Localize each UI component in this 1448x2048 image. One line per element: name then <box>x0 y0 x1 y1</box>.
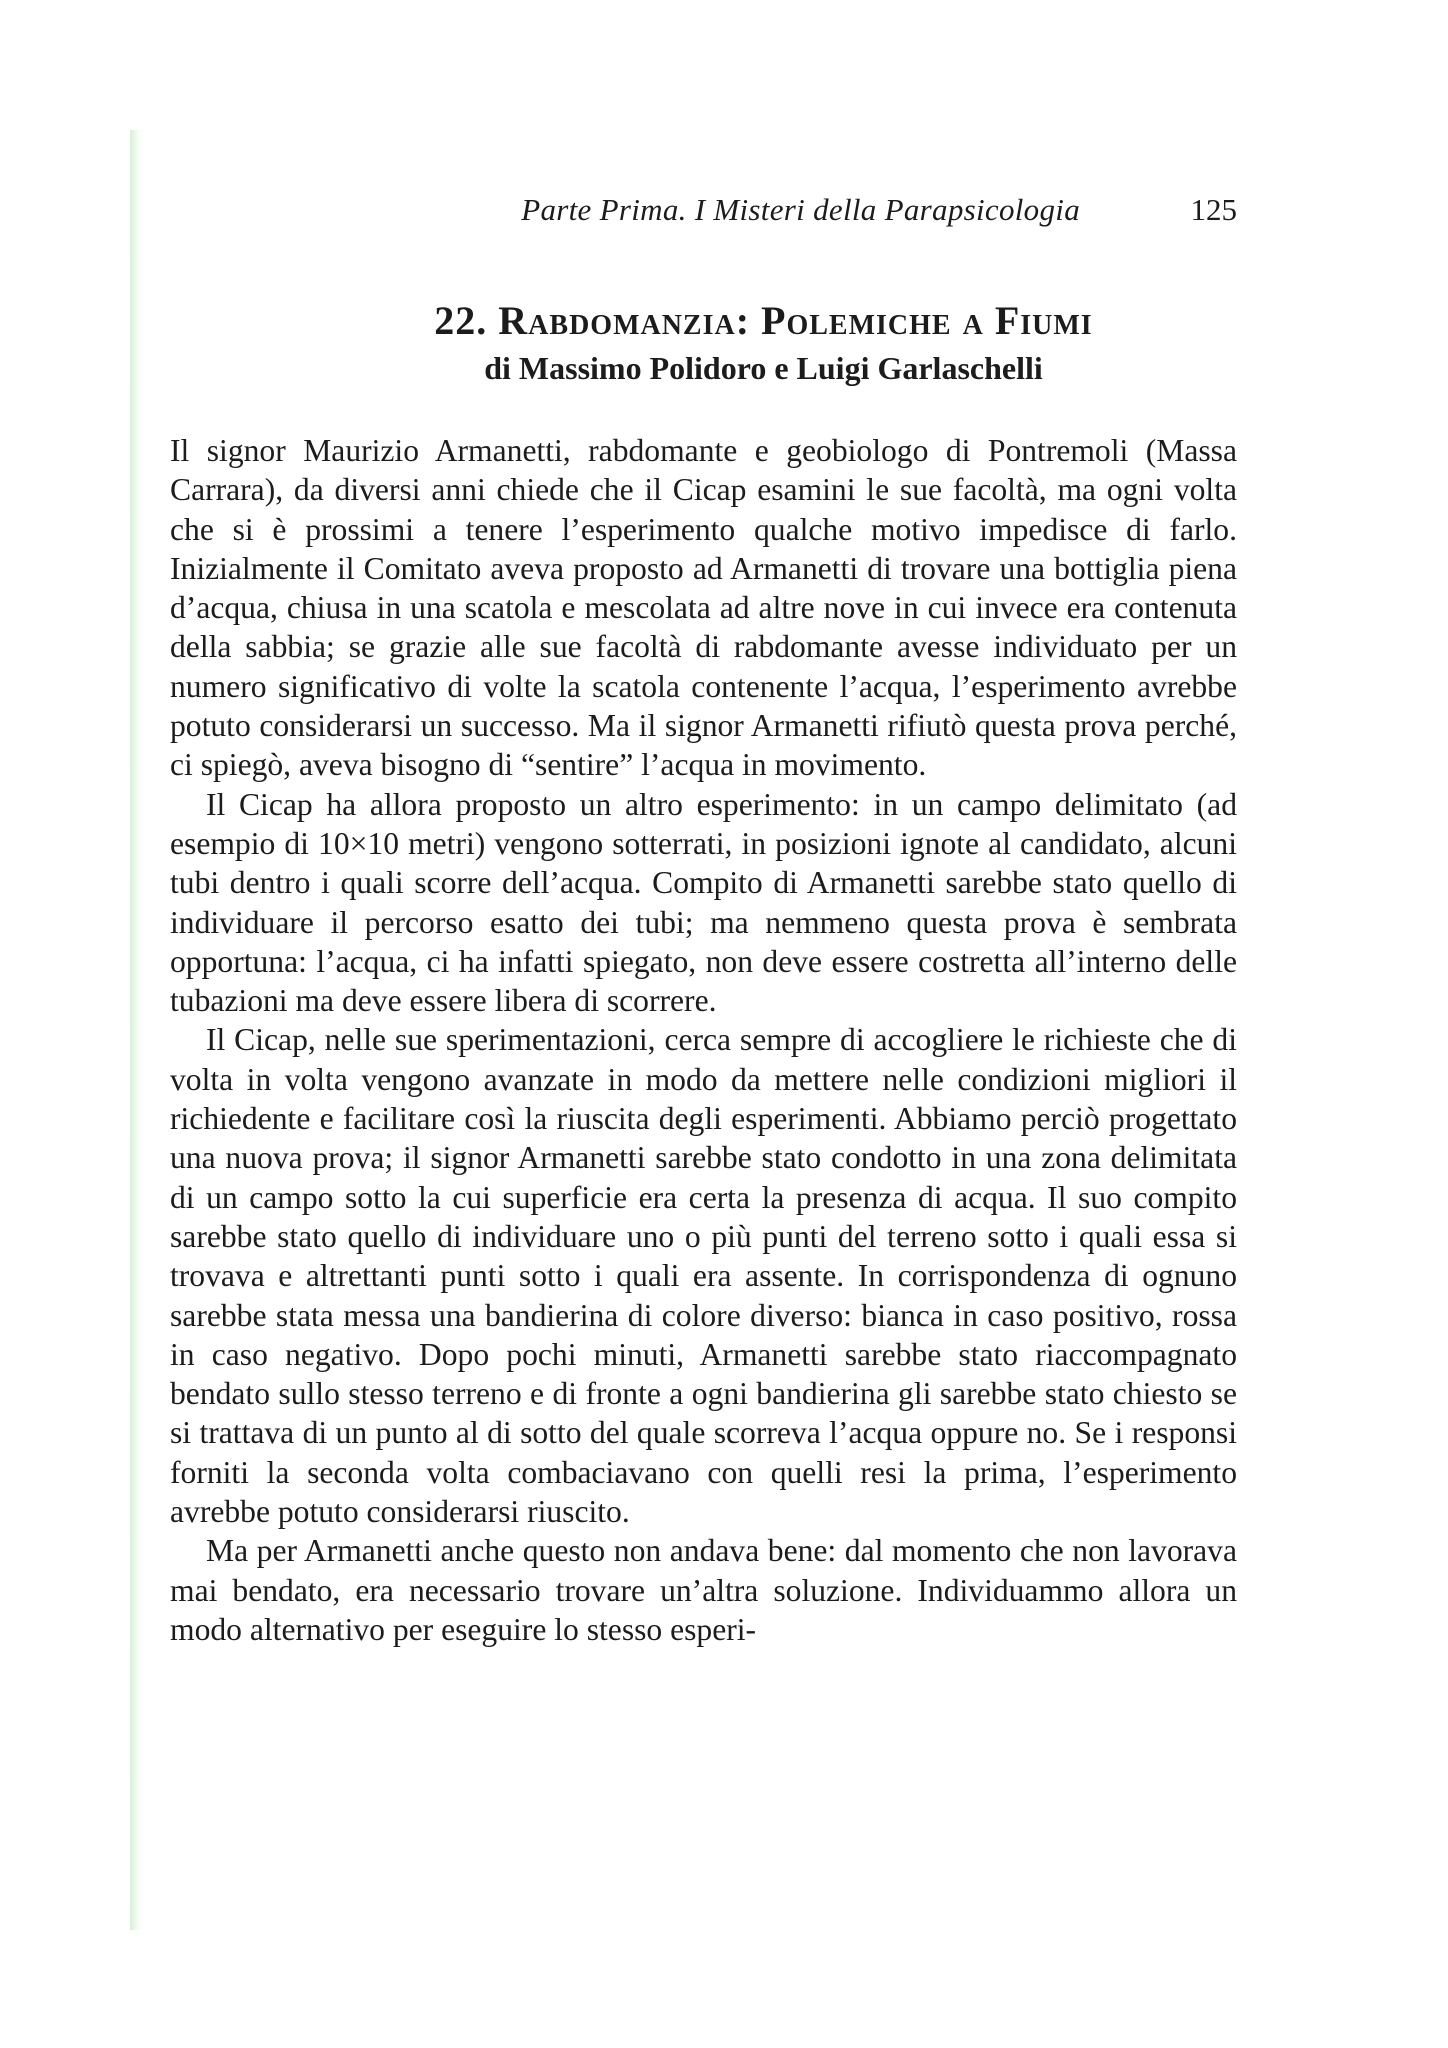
chapter-title <box>290 298 1237 344</box>
chapter-heading <box>170 298 1237 388</box>
chapter-title-text: Rabdomanzia: Polemiche a Fiumi <box>498 298 1093 343</box>
paragraph-2: Il Cicap ha allora proposto un altro esperimento: in un campo delimitato (ad esempio di 10×10 metri) vengono sotterrati, in posizioni ignote al candidato, alcuni tubi dentro i quali scorre dell’acqua. Compito di Armanetti sarebbe stato quello di individuare il percorso esatto dei tubi; ma nemmeno questa prova è sembrata opportuna: l’acqua, ci ha infatti spiegato, non deve essere costretta all’interno delle tubazioni ma deve essere libera di scorrere. <box>170 786 1237 1019</box>
paragraph-1: Il signor Maurizio Armanetti, rabdomante e geobiologo di Pontremoli (Massa Carrara), da diversi anni chiede che il Cicap esamini le sue facoltà, ma ogni volta che si è prossimi a tenere l’esperimento qualche motivo impedisce di farlo. Inizialmente il Comitato aveva proposto ad Armanetti di trovare una bottiglia piena d’acqua, chiusa in una scatola e mescolata ad altre nove in cui invece era contenuta della sabbia; se grazie alle sue facoltà di rabdomante avesse individuato per un numero significativo di volte la scatola contenente l’acqua, l’esperimento avrebbe potuto considerarsi un successo. Ma il signor Armanetti rifiutò questa prova perché, ci spiegò, aveva bisogno di “sentire” l’acqua in movimento. <box>170 433 1237 783</box>
scan-edge-shadow <box>130 130 144 1930</box>
paragraph-3: Il Cicap, nelle sue sperimentazioni, cerca sempre di accogliere le richieste che di volta in volta vengono avanzate in modo da mettere nelle condizioni migliori il richiedente e facilitare così la riuscita degli esperimenti. Abbiamo perciò progettato una nuova prova; il signor Armanetti sarebbe stato condotto in una zona delimitata di un campo sotto la cui superficie era certa la presenza di acqua. Il suo compito sarebbe stato quello di individuare uno o più punti del terreno sotto i quali essa si trovava e altrettanti punti sotto i quali era assente. In corrispondenza di ognuno sarebbe stata messa una bandierina di colore diverso: bianca in caso positivo, rossa in caso negativo. Dopo pochi minuti, Armanetti sarebbe stato riaccompagnato bendato sullo stesso terreno e di fronte a ogni bandierina gli sarebbe stato chiesto se si trattava di un punto al di sotto del quale scorreva l’acqua oppure no. Se i responsi forniti la seconda volta combaciavano con quelli resi la prima, l’esperimento avrebbe potuto considerarsi riuscito. <box>170 1022 1237 1530</box>
paragraph-4: Ma per Armanetti anche questo non andava bene: dal momento che non lavorava mai bendato, era necessario trovare un’altra soluzione. Individuammo allora un modo alternativo per eseguire lo stesso esperi- <box>170 1533 1237 1647</box>
chapter-authors: di Massimo Polidoro e Luigi Garlaschelli <box>484 350 1043 386</box>
body-text <box>170 431 1237 1649</box>
running-header <box>170 192 1237 242</box>
running-title: Parte Prima. I Misteri della Parapsicologia <box>521 192 1080 227</box>
chapter-number: 22. <box>434 298 488 343</box>
page-number: 125 <box>1190 192 1237 227</box>
